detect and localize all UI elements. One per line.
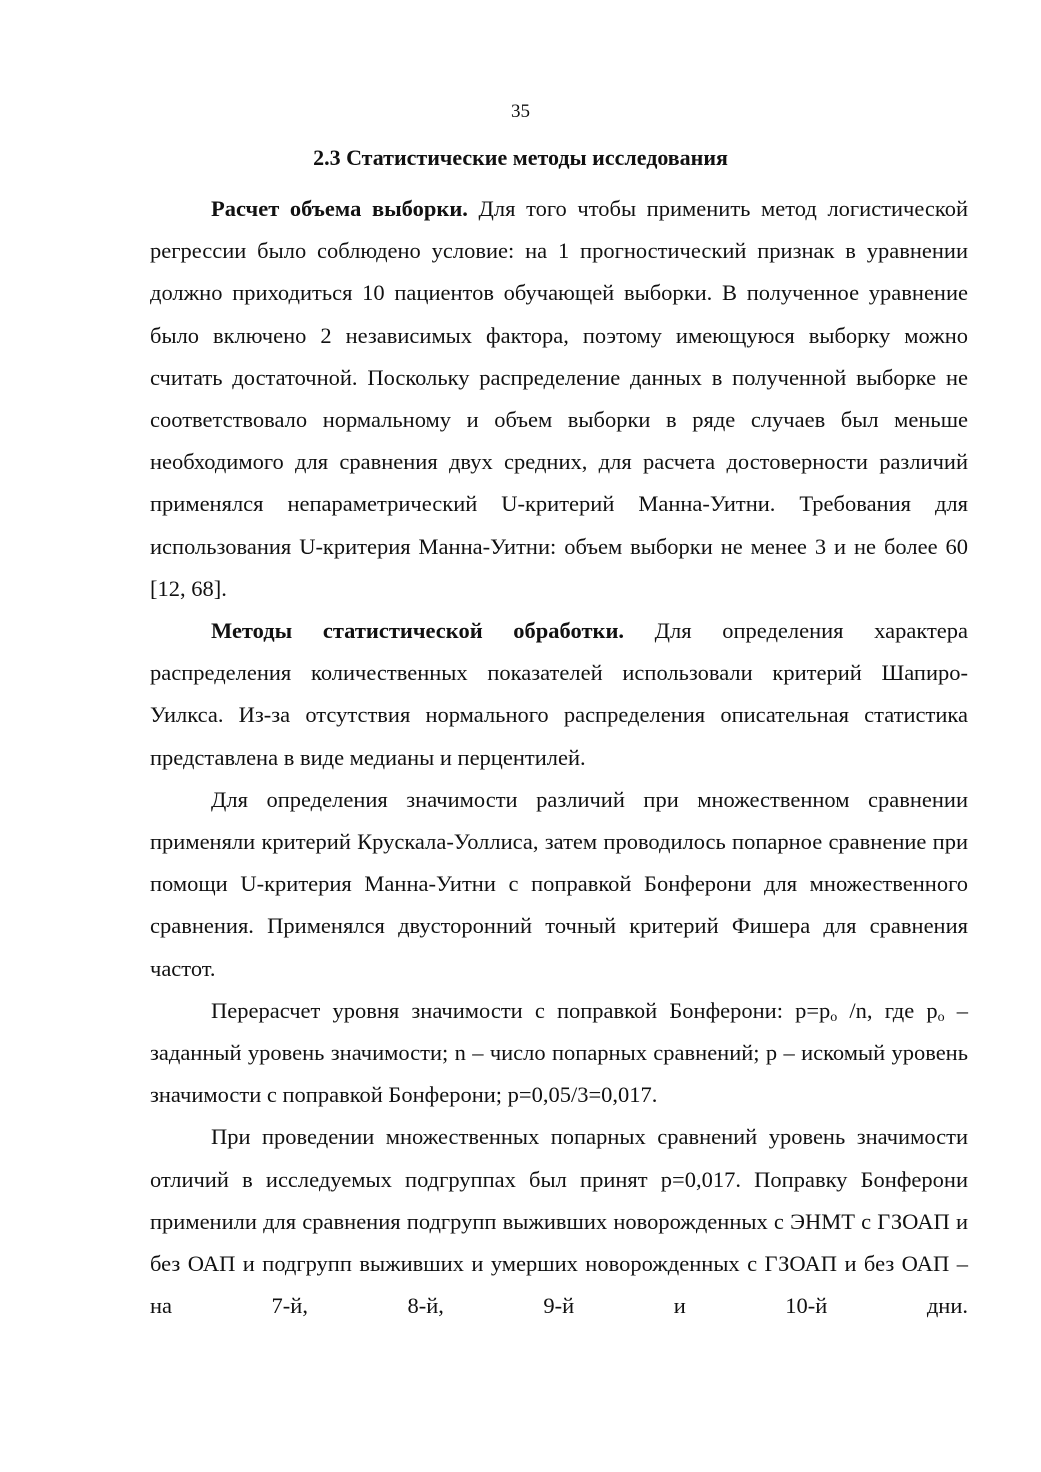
paragraph-multiple-comparison: Для определения значимости различий при множественном сравнении применяли критерий Крускала-Уоллиса, затем проводилось попарное сравнение при помощи U-критерия Манна-Уитни с поправкой Бонферони для множественного сравнения. Применялся двусторонний точный критерий Фишера для сравнения частот. <box>150 786 968 981</box>
section-title: 2.3 Статистические методы исследования <box>313 145 728 170</box>
paragraph-statistical-methods <box>150 610 968 779</box>
paragraph-bonferroni-formula <box>150 990 968 1117</box>
formula-text-1: Перерасчет уровня значимости с поправкой Бонферони: p=p <box>211 997 831 1023</box>
formula-subscript-1: o <box>830 1009 838 1025</box>
page-number: 35 <box>511 101 530 122</box>
body-text <box>150 188 968 1327</box>
paragraph-text-statistical-methods: Для определения характера распределения количественных показателей использовали критерий Шапиро-Уилкса. Из-за отсутствия нормального распределения описательная статистика представлена в виде медианы и перцентилей. <box>150 618 969 770</box>
paragraph-lead-statistical-methods: Методы статистической обработки. <box>211 618 625 644</box>
paragraph-sample-size <box>150 188 968 610</box>
formula-subscript-2: o <box>937 1009 945 1025</box>
formula-text-3: – заданный уровень значимости; n – число попарных сравнений; p – искомый уровень значимости с поправкой Бонферони; p=0,05/3=0,017. <box>150 997 969 1108</box>
paragraph-text-sample-size: Для того чтобы применить метод логистической регрессии было соблюдено условие: на 1 прогностический признак в уравнении должно приходиться 10 пациентов обучающей выборки. В полученное уравнение было включено 2 независимых фактора, поэтому имеющуюся выборку можно считать достаточной. Поскольку распределение данных в полученной выборке не соответствовало нормальному и объем выборки в ряде случаев был меньше необходимого для сравнения двух средних, для расчета достоверности различий применялся непараметрический U-критерий Манна-Уитни. Требования для использования U-критерия Манна-Уитни: объем выборки не менее 3 и не более 60 [12, 68]. <box>150 196 968 601</box>
formula-text-2: /n, где p <box>837 997 938 1023</box>
paragraph-lead-sample-size: Расчет объема выборки. <box>211 196 468 221</box>
paragraph-pairwise-comparisons: При проведении множественных попарных сравнений уровень значимости отличий в исследуемых подгруппах был принят p=0,017. Поправку Бонферони применили для сравнения подгрупп выживших новорожденных с ЭНМТ с ГЗОАП и без ОАП и подгрупп выживших и умерших новорожденных с ГЗОАП и без ОАП – на 7-й, 8-й, 9-й и 10-й дни. <box>150 1124 968 1319</box>
